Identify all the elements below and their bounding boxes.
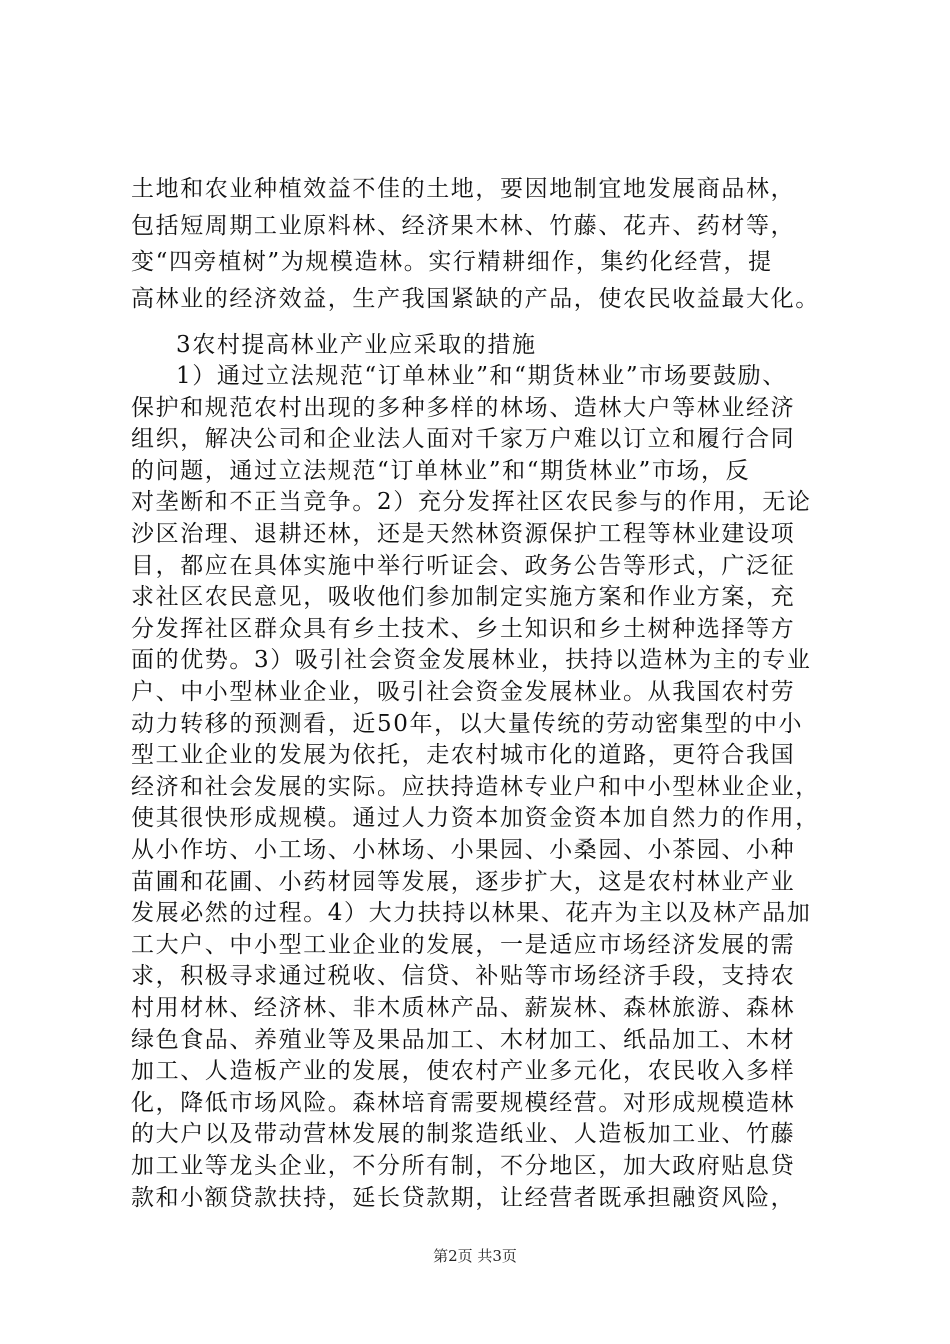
- text-line: 工大户、中小型工业企业的发展，一是适应市场经济发展的需: [131, 931, 796, 958]
- text-line: 对垄断和不正当竞争。2）充分发挥社区农民参与的作用，无论: [131, 489, 812, 516]
- page-footer: 第2页 共3页: [433, 1247, 517, 1265]
- text-line: 从小作坊、小工场、小林场、小果园、小桑园、小茶园、小种: [131, 837, 796, 863]
- section-heading: 3农村提高林业产业应采取的措施: [176, 332, 537, 358]
- text-line: 型工业企业的发展为依托，走农村城市化的道路，更符合我国: [131, 742, 796, 769]
- text-line: 户、中小型林业企业，吸引社会资金发展林业。从我国农村劳: [131, 679, 796, 705]
- text-line: 高林业的经济效益，生产我国紧缺的产品，使农民收益最大化。: [131, 285, 820, 312]
- text-line: 加工、人造板产业的发展，使农村产业多元化，农民收入多样: [131, 1058, 796, 1085]
- text-line: 经济和社会发展的实际。应扶持造林专业户和中小型林业企业，: [131, 773, 820, 800]
- text-line: 的大户以及带动营林发展的制浆造纸业、人造板加工业、竹藤: [131, 1121, 796, 1148]
- text-line: 发展必然的过程。4）大力扶持以林果、花卉为主以及林产品加: [131, 900, 812, 927]
- text-line: 包括短周期工业原料林、经济果木林、竹藤、花卉、药材等，: [131, 212, 796, 239]
- text-line: 村用材林、经济林、非木质林产品、薪炭林、森林旅游、森林: [131, 995, 796, 1021]
- text-line: 组织，解决公司和企业法人面对千家万户难以订立和履行合同: [131, 426, 796, 453]
- text-line: 目，都应在具体实施中举行听证会、政务公告等形式，广泛征: [131, 552, 796, 579]
- text-line: 的问题，通过立法规范“订单林业”和“期货林业”市场，反: [131, 457, 751, 484]
- text-line: 动力转移的预测看，近50年，以大量传统的劳动密集型的中小: [131, 710, 804, 737]
- text-line: 求社区农民意见，吸收他们参加制定实施方案和作业方案，充: [131, 584, 796, 611]
- text-line: 款和小额贷款扶持，延长贷款期，让经营者既承担融资风险，: [131, 1184, 796, 1211]
- text-line: 保护和规范农村出现的多种多样的林场、造林大户等林业经济: [131, 394, 796, 421]
- text-line: 面的优势。3）吸引社会资金发展林业，扶持以造林为主的专业: [131, 647, 812, 674]
- text-line: 变“四旁植树”为规模造林。实行精耕细作，集约化经营，提: [131, 249, 773, 275]
- text-line: 沙区治理、退耕还林，还是天然林资源保护工程等林业建设项: [131, 521, 796, 547]
- text-line: 绿色食品、养殖业等及果品加工、木材加工、纸品加工、木材: [131, 1026, 796, 1053]
- text-line: 分发挥社区群众具有乡土技术、乡土知识和乡土树种选择等方: [131, 615, 796, 642]
- text-line: 加工业等龙头企业，不分所有制，不分地区，加大政府贴息贷: [131, 1153, 796, 1179]
- text-line: 化，降低市场风险。森林培育需要规模经营。对形成规模造林: [131, 1089, 796, 1116]
- text-line: 1）通过立法规范“订单林业”和“期货林业”市场要鼓励、: [176, 363, 787, 389]
- text-line: 使其很快形成规模。通过人力资本加资金资本加自然力的作用，: [131, 805, 820, 832]
- text-line: 求，积极寻求通过税收、信贷、补贴等市场经济手段，支持农: [131, 963, 796, 990]
- text-line: 土地和农业种植效益不佳的土地，要因地制宜地发展商品林，: [131, 176, 796, 202]
- text-line: 苗圃和花圃、小药材园等发展，逐步扩大，这是农村林业产业: [131, 868, 796, 895]
